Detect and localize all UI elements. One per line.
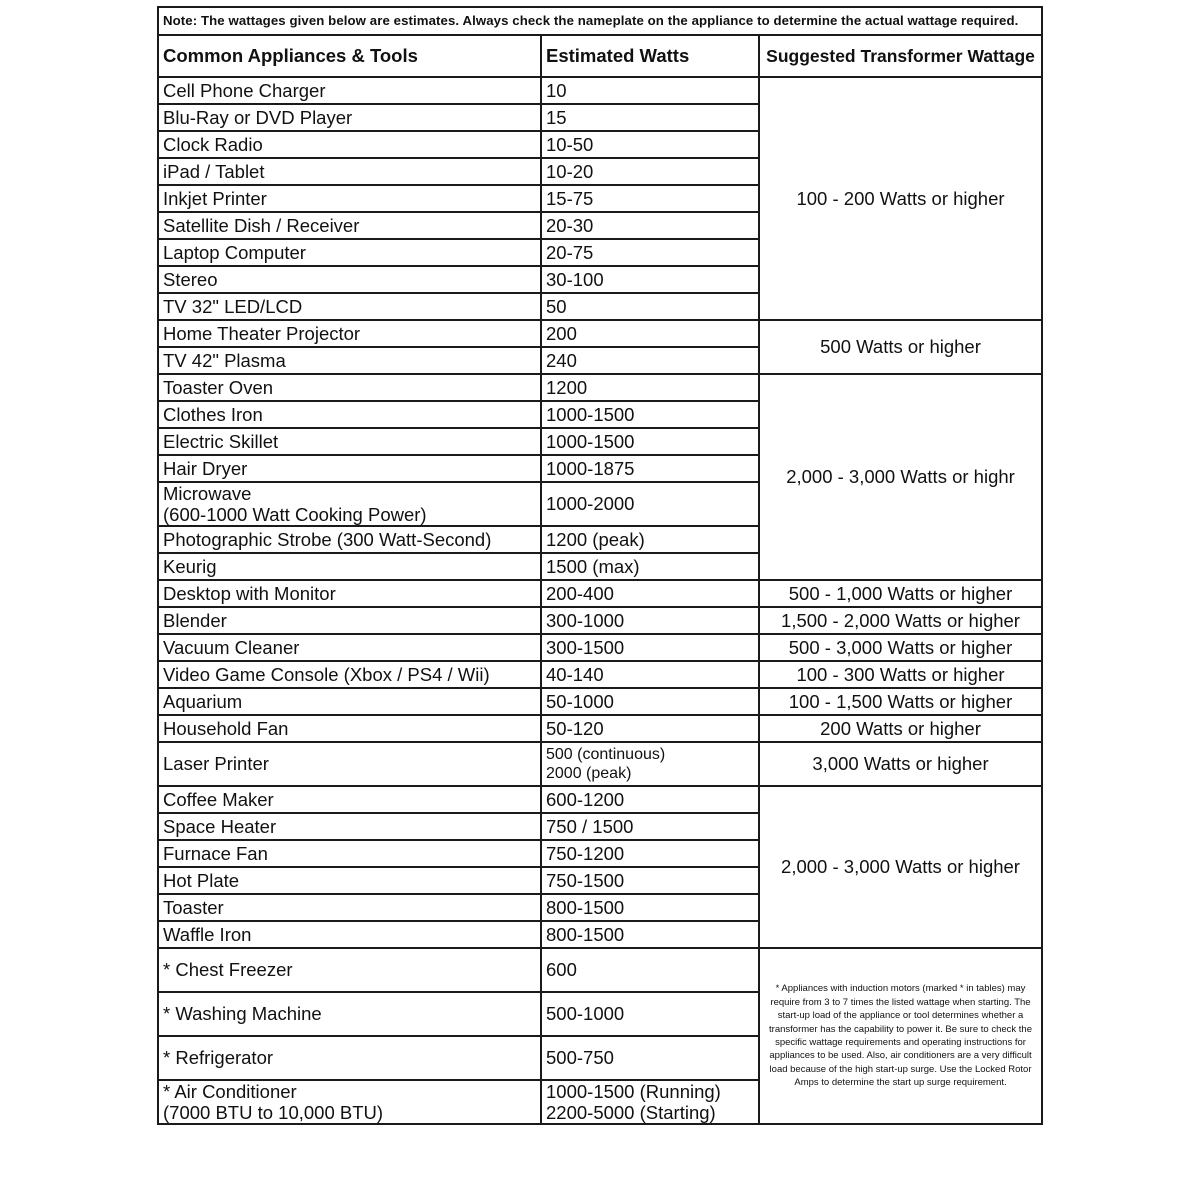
transformer-cell: 500 - 1,000 Watts or higher: [759, 580, 1042, 607]
appliance-cell: TV 32" LED/LCD: [158, 293, 541, 320]
table-row: [158, 786, 1042, 813]
appliance-cell: Waffle Iron: [158, 921, 541, 948]
appliance-cell: Electric Skillet: [158, 428, 541, 455]
watts-cell: 600: [541, 948, 759, 992]
transformer-cell: 3,000 Watts or higher: [759, 742, 1042, 786]
transformer-cell: 100 - 1,500 Watts or higher: [759, 688, 1042, 715]
header-transformer: Suggested Transformer Wattage: [759, 35, 1042, 77]
table-row: [158, 607, 1042, 634]
appliance-cell: Desktop with Monitor: [158, 580, 541, 607]
table-row: [158, 580, 1042, 607]
appliance-cell: * Washing Machine: [158, 992, 541, 1036]
appliance-cell: iPad / Tablet: [158, 158, 541, 185]
transformer-group-4: 2,000 - 3,000 Watts or higher: [759, 786, 1042, 948]
appliance-cell: Stereo: [158, 266, 541, 293]
induction-motor-footnote: * Appliances with induction motors (marked * in tables) may require from 3 to 7 times the listed wattage when starting. The start-up load of the appliance or tool determines whether a transformer has the capability to power it. Be sure to check the specific wattage requirements and operating instructions for appliances to be used. Also, air conditioners are a very difficult load because of the high start-up surge. Use the Locked Rotor Amps to determine the start up surge requirement.: [759, 948, 1042, 1124]
watts-cell: 200: [541, 320, 759, 347]
watts-cell: 10-20: [541, 158, 759, 185]
appliance-cell: * Refrigerator: [158, 1036, 541, 1080]
watts-cell: 1000-1500 (Running) 2200-5000 (Starting): [541, 1080, 759, 1124]
table-row: [158, 374, 1042, 401]
appliance-cell: Household Fan: [158, 715, 541, 742]
appliance-cell: Coffee Maker: [158, 786, 541, 813]
appliance-cell: Space Heater: [158, 813, 541, 840]
watts-cell: 15: [541, 104, 759, 131]
watts-cell: 20-75: [541, 239, 759, 266]
wattage-reference-sheet: [157, 6, 1041, 1125]
transformer-cell: 1,500 - 2,000 Watts or higher: [759, 607, 1042, 634]
transformer-group-1: 100 - 200 Watts or higher: [759, 77, 1042, 320]
watts-cell: 20-30: [541, 212, 759, 239]
table-row: [158, 948, 1042, 992]
table-row: [158, 688, 1042, 715]
watts-cell: 50-120: [541, 715, 759, 742]
header-appliance: Common Appliances & Tools: [158, 35, 541, 77]
table-row: [158, 634, 1042, 661]
appliance-cell: Blu-Ray or DVD Player: [158, 104, 541, 131]
watts-cell: 40-140: [541, 661, 759, 688]
watts-cell: 50-1000: [541, 688, 759, 715]
transformer-cell: 100 - 300 Watts or higher: [759, 661, 1042, 688]
appliance-cell: Home Theater Projector: [158, 320, 541, 347]
appliance-cell: Furnace Fan: [158, 840, 541, 867]
appliance-cell: Hair Dryer: [158, 455, 541, 482]
table-row: [158, 742, 1042, 786]
watts-cell: 30-100: [541, 266, 759, 293]
appliance-cell: Aquarium: [158, 688, 541, 715]
watts-cell: 1200 (peak): [541, 526, 759, 553]
appliance-cell: Clothes Iron: [158, 401, 541, 428]
wattage-table: [157, 6, 1043, 1125]
watts-cell: 10-50: [541, 131, 759, 158]
transformer-group-3: 2,000 - 3,000 Watts or highr: [759, 374, 1042, 580]
appliance-cell: Blender: [158, 607, 541, 634]
watts-cell: 750-1500: [541, 867, 759, 894]
watts-cell: 50: [541, 293, 759, 320]
watts-cell: 300-1500: [541, 634, 759, 661]
note-row: [158, 7, 1042, 35]
watts-cell: 500 (continuous) 2000 (peak): [541, 742, 759, 786]
transformer-group-2: 500 Watts or higher: [759, 320, 1042, 374]
appliance-cell: Satellite Dish / Receiver: [158, 212, 541, 239]
header-watts: Estimated Watts: [541, 35, 759, 77]
watts-cell: 1000-2000: [541, 482, 759, 526]
appliance-cell: Hot Plate: [158, 867, 541, 894]
watts-cell: 1200: [541, 374, 759, 401]
watts-cell: 1000-1875: [541, 455, 759, 482]
watts-cell: 600-1200: [541, 786, 759, 813]
appliance-cell: Toaster Oven: [158, 374, 541, 401]
appliance-cell: Vacuum Cleaner: [158, 634, 541, 661]
table-row: [158, 320, 1042, 347]
watts-cell: 300-1000: [541, 607, 759, 634]
watts-cell: 500-1000: [541, 992, 759, 1036]
appliance-cell: Keurig: [158, 553, 541, 580]
appliance-cell: Clock Radio: [158, 131, 541, 158]
appliance-cell: Video Game Console (Xbox / PS4 / Wii): [158, 661, 541, 688]
watts-cell: 1000-1500: [541, 401, 759, 428]
appliance-cell: Inkjet Printer: [158, 185, 541, 212]
header-row: [158, 35, 1042, 77]
appliance-cell: Laser Printer: [158, 742, 541, 786]
appliance-cell: Photographic Strobe (300 Watt-Second): [158, 526, 541, 553]
appliance-cell: Cell Phone Charger: [158, 77, 541, 104]
appliance-cell: * Chest Freezer: [158, 948, 541, 992]
table-row: [158, 661, 1042, 688]
watts-cell: 800-1500: [541, 894, 759, 921]
watts-cell: 750-1200: [541, 840, 759, 867]
table-row: [158, 715, 1042, 742]
appliance-cell: Laptop Computer: [158, 239, 541, 266]
watts-cell: 240: [541, 347, 759, 374]
transformer-cell: 500 - 3,000 Watts or higher: [759, 634, 1042, 661]
watts-cell: 500-750: [541, 1036, 759, 1080]
watts-cell: 200-400: [541, 580, 759, 607]
watts-cell: 800-1500: [541, 921, 759, 948]
watts-cell: 15-75: [541, 185, 759, 212]
watts-cell: 750 / 1500: [541, 813, 759, 840]
appliance-cell: Microwave (600-1000 Watt Cooking Power): [158, 482, 541, 526]
transformer-cell: 200 Watts or higher: [759, 715, 1042, 742]
watts-cell: 1000-1500: [541, 428, 759, 455]
appliance-cell: * Air Conditioner (7000 BTU to 10,000 BTU): [158, 1080, 541, 1124]
appliance-cell: Toaster: [158, 894, 541, 921]
watts-cell: 1500 (max): [541, 553, 759, 580]
note-text: Note: The wattages given below are estimates. Always check the nameplate on the appliance to determine the actual wattage required.: [158, 7, 1042, 35]
watts-cell: 10: [541, 77, 759, 104]
appliance-cell: TV 42" Plasma: [158, 347, 541, 374]
table-row: [158, 77, 1042, 104]
